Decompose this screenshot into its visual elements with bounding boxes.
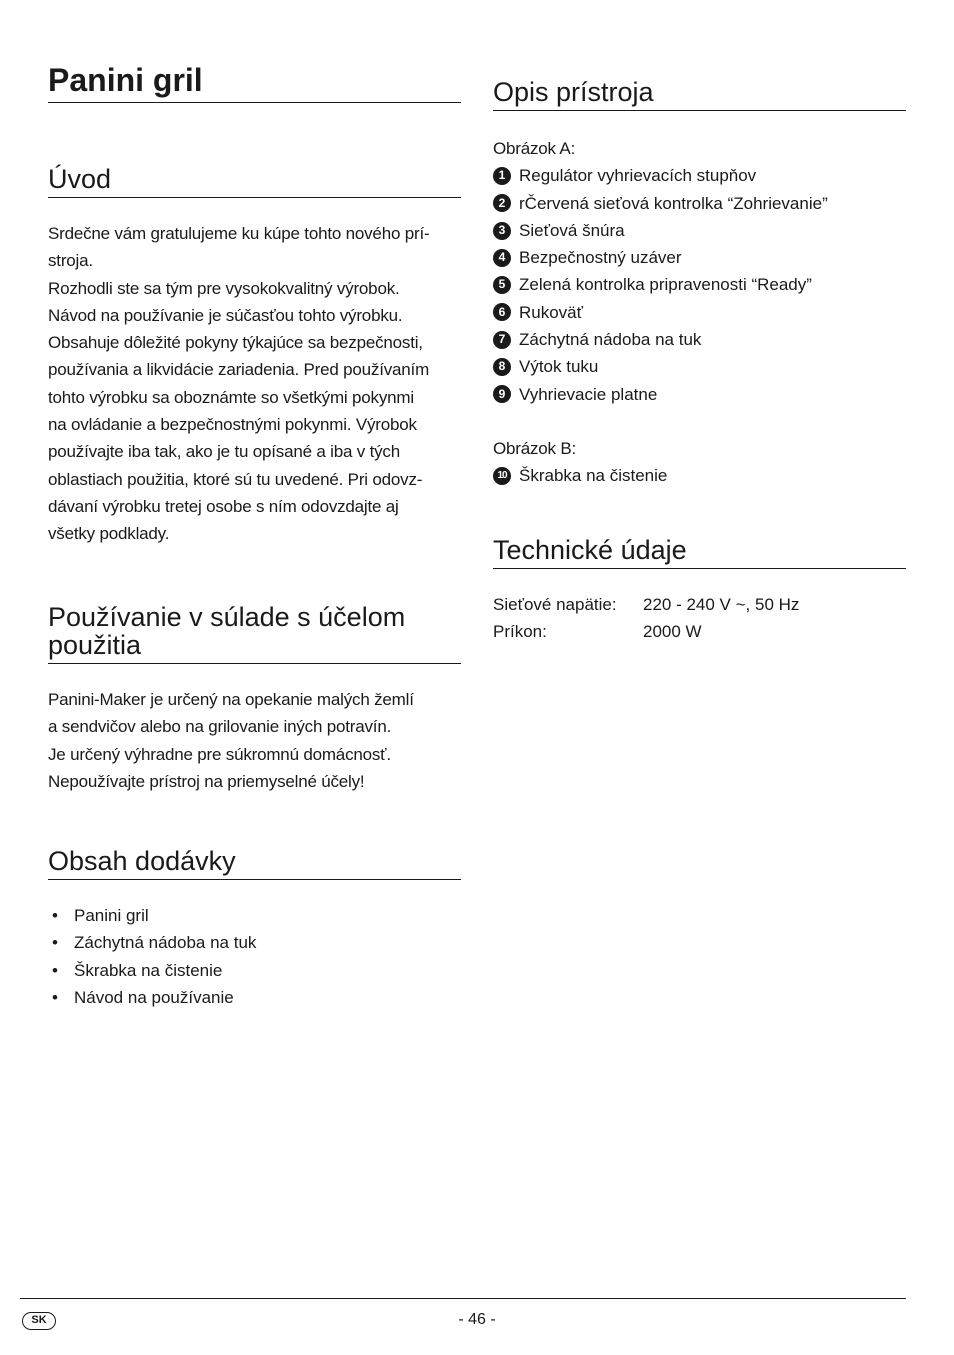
footer-divider	[20, 1298, 906, 1299]
number-badge-icon: 1	[493, 167, 511, 185]
list-item	[48, 957, 461, 984]
page-title: Panini gril	[48, 60, 461, 103]
number-badge-icon: 9	[493, 385, 511, 403]
text-line: Rozhodli ste sa tým pre vysokokvalitný výrobok.	[48, 278, 400, 298]
page-number: - 46 -	[458, 1311, 496, 1328]
section-heading-obsah: Obsah dodávky	[48, 847, 461, 880]
section-opis	[493, 78, 906, 490]
spacer	[493, 408, 906, 435]
parts-list-a	[493, 162, 906, 408]
parts-list-b	[493, 462, 906, 489]
number-badge-icon: 6	[493, 303, 511, 321]
text-line: Panini-Maker je určený na opekanie malých žemlí	[48, 690, 414, 709]
uvod-paragraph	[48, 220, 461, 548]
list-item	[48, 984, 461, 1011]
list-item-text: Panini gril	[74, 906, 149, 925]
list-item	[48, 929, 461, 956]
text-line: používania a likvidácie zariadenia. Pred používaním	[48, 360, 430, 380]
part-item	[493, 462, 906, 489]
list-item	[48, 902, 461, 929]
part-text: Zelená kontrolka pripravenosti “Ready”	[519, 275, 812, 295]
part-item	[493, 353, 906, 380]
section-obsah	[48, 847, 461, 1011]
heading-line: Používanie v súlade s účelom	[48, 602, 406, 632]
text-line: stroja.	[48, 251, 93, 271]
part-text: Záchytná nádoba na tuk	[519, 330, 702, 350]
language-badge: SK	[22, 1312, 56, 1330]
section-technical-data	[493, 536, 906, 646]
text-line: na ovládanie a bezpečnostnými pokynmi. Výrobok	[48, 415, 417, 435]
text-line: Obsahuje dôležité pokyny týkajúce sa bezpečnosti,	[48, 333, 423, 353]
part-item	[493, 162, 906, 189]
part-item	[493, 190, 906, 217]
text-line: Nepoužívajte prístroj na priemyselné účely!	[48, 771, 365, 791]
text-line: Návod na používanie je súčasťou tohto výrobku.	[48, 305, 403, 325]
text-line: Je určený výhradne pre súkromnú domácnosť.	[48, 744, 391, 764]
part-item	[493, 381, 906, 408]
left-column	[48, 60, 461, 1007]
spec-table	[493, 591, 906, 646]
spec-key: Sieťové napätie:	[493, 594, 617, 614]
part-item	[493, 244, 906, 271]
number-badge-icon: 2	[493, 194, 511, 212]
bullet-icon: •	[52, 933, 58, 953]
number-badge-icon: 4	[493, 249, 511, 267]
number-badge-icon: 8	[493, 358, 511, 376]
section-heading-tech: Technické údaje	[493, 536, 906, 569]
part-text: rČervená sieťová kontrolka “Zohrievanie”	[519, 193, 828, 213]
part-text: Škrabka na čistenie	[519, 466, 668, 486]
figure-label-b: Obrázok B:	[493, 438, 577, 458]
text-line: dávaní výrobku tretej osobe s ním odovzdajte aj	[48, 496, 399, 516]
figure-label-a: Obrázok A:	[493, 139, 576, 158]
pouzivanie-paragraph	[48, 686, 461, 795]
text-line: všetky podklady.	[48, 524, 170, 544]
list-item-text: Záchytná nádoba na tuk	[74, 933, 257, 953]
text-line: oblastiach použitia, ktoré sú tu uvedené. Pri odovz-	[48, 469, 423, 489]
number-badge-icon: 5	[493, 276, 511, 294]
spec-row	[493, 618, 906, 645]
right-column	[493, 78, 906, 645]
heading-line: použitia	[48, 630, 142, 660]
number-badge-icon: 3	[493, 222, 511, 240]
part-text: Vyhrievacie platne	[519, 384, 658, 404]
part-item	[493, 326, 906, 353]
part-text: Regulátor vyhrievacích stupňov	[519, 166, 757, 186]
spec-key: Príkon:	[493, 621, 547, 641]
section-heading-pouzivanie	[48, 603, 461, 664]
text-line: a sendvičov alebo na grilovanie iných potravín.	[48, 717, 392, 737]
spec-row	[493, 591, 906, 618]
section-pouzivanie	[48, 603, 461, 795]
contents-list	[48, 902, 461, 1011]
text-line: tohto výrobku sa oboznámte so všetkými pokynmi	[48, 387, 414, 407]
list-item-text: Návod na používanie	[74, 987, 234, 1007]
section-heading-opis: Opis prístroja	[493, 78, 906, 111]
number-badge-icon: 10	[493, 467, 511, 485]
spec-value: 2000 W	[643, 621, 702, 641]
part-text: Bezpečnostný uzáver	[519, 248, 682, 268]
part-text: Rukoväť	[519, 302, 584, 322]
bullet-icon: •	[52, 906, 58, 925]
list-item-text: Škrabka na čistenie	[74, 960, 223, 980]
part-item	[493, 271, 906, 298]
number-badge-icon: 7	[493, 331, 511, 349]
section-uvod	[48, 165, 461, 548]
bullet-icon: •	[52, 987, 58, 1007]
part-text: Výtok tuku	[519, 357, 599, 377]
part-item	[493, 299, 906, 326]
text-line: Srdečne vám gratulujeme ku kúpe tohto nového prí-	[48, 224, 430, 243]
text-line: používajte iba tak, ako je tu opísané a iba v tých	[48, 442, 400, 462]
part-text: Sieťová šnúra	[519, 220, 625, 240]
spec-value: 220 - 240 V ~, 50 Hz	[643, 594, 800, 614]
section-heading-uvod: Úvod	[48, 165, 461, 198]
bullet-icon: •	[52, 960, 58, 980]
part-item	[493, 217, 906, 244]
